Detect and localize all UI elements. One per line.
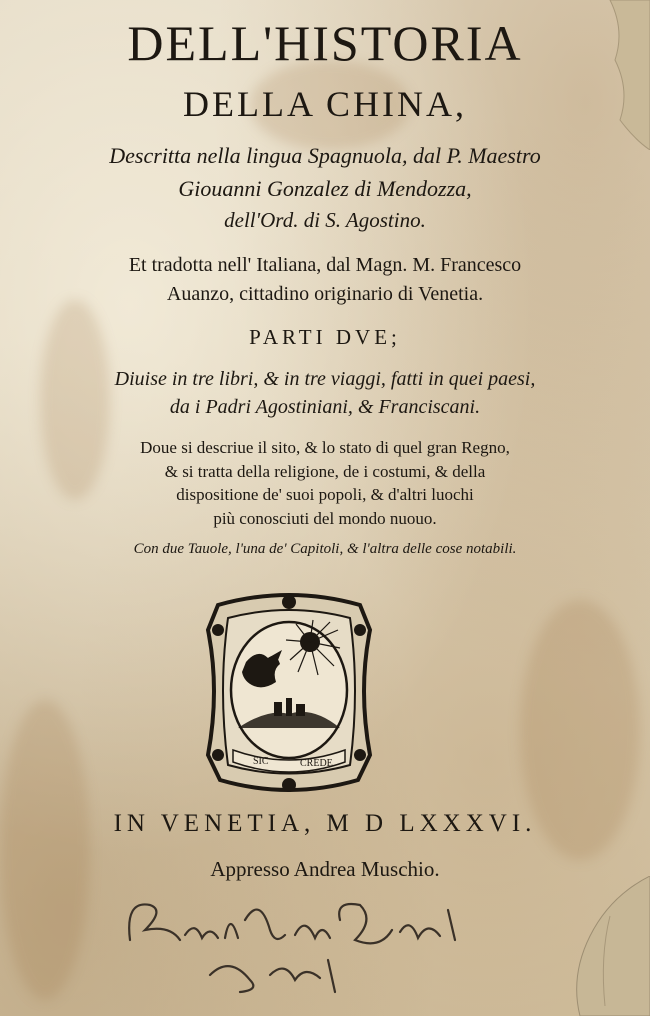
water-stain <box>0 700 90 1000</box>
title-line-2: DELLA CHINA, <box>183 84 467 124</box>
eagle-and-sun-device-icon <box>198 590 380 795</box>
device-motto-right: CREDE <box>300 758 333 769</box>
description-line-2: & si tratta della religione, de i costumi, & della <box>164 462 486 481</box>
handwritten-signature-icon <box>110 880 490 1005</box>
parts-heading: PARTI DVE; <box>249 325 401 349</box>
torn-corner-icon <box>550 876 650 1016</box>
division-line-2: da i Padri Agostiniani, & Franciscani. <box>169 396 481 418</box>
tables-line: Con due Tauole, l'una de' Capitoli, & l'altra delle cose notabili. <box>133 541 517 557</box>
division-line-1: Diuise in tre libri, & in tre viaggi, fatti in quei paesi, <box>114 368 536 390</box>
author-line-1: Descritta nella lingua Spagnuola, dal P. Maestro <box>109 143 541 168</box>
description-line-3: dispositione de' suoi popoli, & d'altri luochi <box>176 485 474 504</box>
description-line-1: Doue si descriue il sito, & lo stato di quel gran Regno, <box>140 438 510 457</box>
description-line-4: più conosciuti del mondo nuouo. <box>213 509 437 528</box>
device-motto-left: SIC <box>253 756 269 767</box>
printer-line: Appresso Andrea Muschio. <box>210 857 440 881</box>
title-line-1: DELL'HISTORIA <box>127 15 523 71</box>
author-line-3: dell'Ord. di S. Agostino. <box>224 208 426 232</box>
author-line-2: Giouanni Gonzalez di Mendozza, <box>178 176 472 201</box>
translation-line-1: Et tradotta nell' Italiana, dal Magn. M. Francesco <box>128 254 522 276</box>
translation-line-2: Auanzo, cittadino originario di Venetia. <box>166 283 484 305</box>
imprint-line: IN VENETIA, M D LXXXVI. <box>113 810 537 837</box>
